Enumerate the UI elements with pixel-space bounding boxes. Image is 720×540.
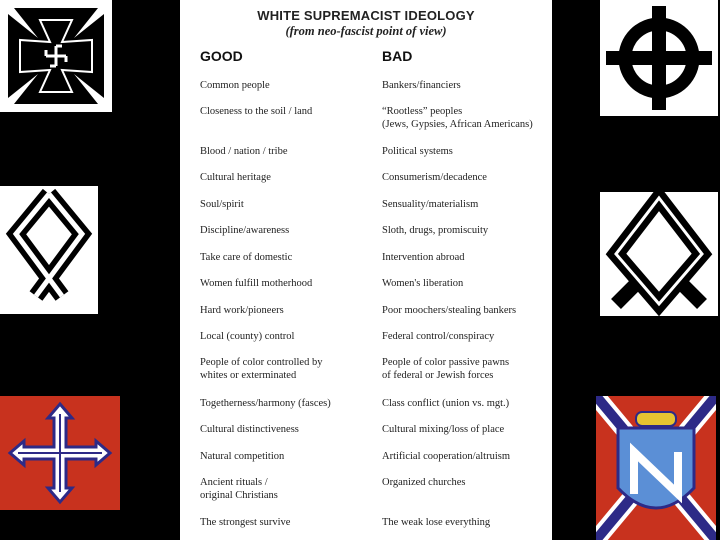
bad-cell: Federal control/conspiracy: [382, 331, 495, 342]
good-column-header: GOOD: [200, 48, 243, 64]
bad-column-header: BAD: [382, 48, 413, 64]
good-cell: Closeness to the soil / land: [200, 106, 313, 117]
good-cell: Take care of domestic: [200, 252, 293, 263]
bad-cell: Poor moochers/stealing bankers: [382, 305, 517, 316]
good-cell: Discipline/awareness: [200, 225, 290, 236]
bad-cell: Sloth, drugs, promiscuity: [382, 225, 489, 236]
good-cell: Ancient rituals / original Christians: [200, 477, 278, 501]
othala-rune-icon: [600, 192, 718, 316]
bad-cell: Intervention abroad: [382, 252, 465, 263]
good-cell: Local (county) control: [200, 331, 295, 342]
document-subtitle: (from neo-fascist point of view): [285, 24, 447, 38]
bad-cell: Artificial cooperation/altruism: [382, 451, 510, 462]
othala-rune-icon: [0, 186, 98, 314]
bad-cell: Organized churches: [382, 477, 466, 488]
good-cell: The strongest survive: [200, 517, 291, 528]
good-cell: Soul/spirit: [200, 199, 244, 210]
good-cell: People of color controlled by whites or exterminated: [200, 357, 323, 381]
document-title: WHITE SUPREMACIST IDEOLOGY: [257, 8, 475, 23]
ideology-table-panel: [180, 0, 552, 540]
good-cell: Blood / nation / tribe: [200, 146, 288, 157]
bad-cell: Political systems: [382, 146, 453, 157]
iron-cross-swastika-icon: [0, 0, 112, 112]
bad-cell: Bankers/financiers: [382, 80, 461, 91]
celtic-cross-icon: [600, 0, 718, 116]
bad-cell: Class conflict (union vs. mgt.): [382, 398, 510, 409]
good-cell: Cultural heritage: [200, 172, 271, 183]
flag-emblem-icon: [596, 396, 716, 540]
good-cell: Natural competition: [200, 451, 285, 462]
bad-cell: Women's liberation: [382, 278, 464, 289]
good-cell: Common people: [200, 80, 270, 91]
bad-cell: Consumerism/decadence: [382, 172, 487, 183]
good-cell: Hard work/pioneers: [200, 305, 284, 316]
bad-cell: Cultural mixing/loss of place: [382, 424, 505, 435]
arrow-cross-icon: [0, 396, 120, 510]
bad-cell: People of color passive pawns of federal or Jewish forces: [382, 357, 510, 381]
bad-cell: The weak lose everything: [382, 517, 491, 528]
bad-cell: “Rootless” peoples (Jews, Gypsies, African Americans): [382, 106, 533, 130]
good-cell: Cultural distinctiveness: [200, 424, 299, 435]
good-cell: Women fulfill motherhood: [200, 278, 313, 289]
bad-cell: Sensuality/materialism: [382, 199, 479, 210]
good-cell: Togetherness/harmony (fasces): [200, 398, 331, 409]
